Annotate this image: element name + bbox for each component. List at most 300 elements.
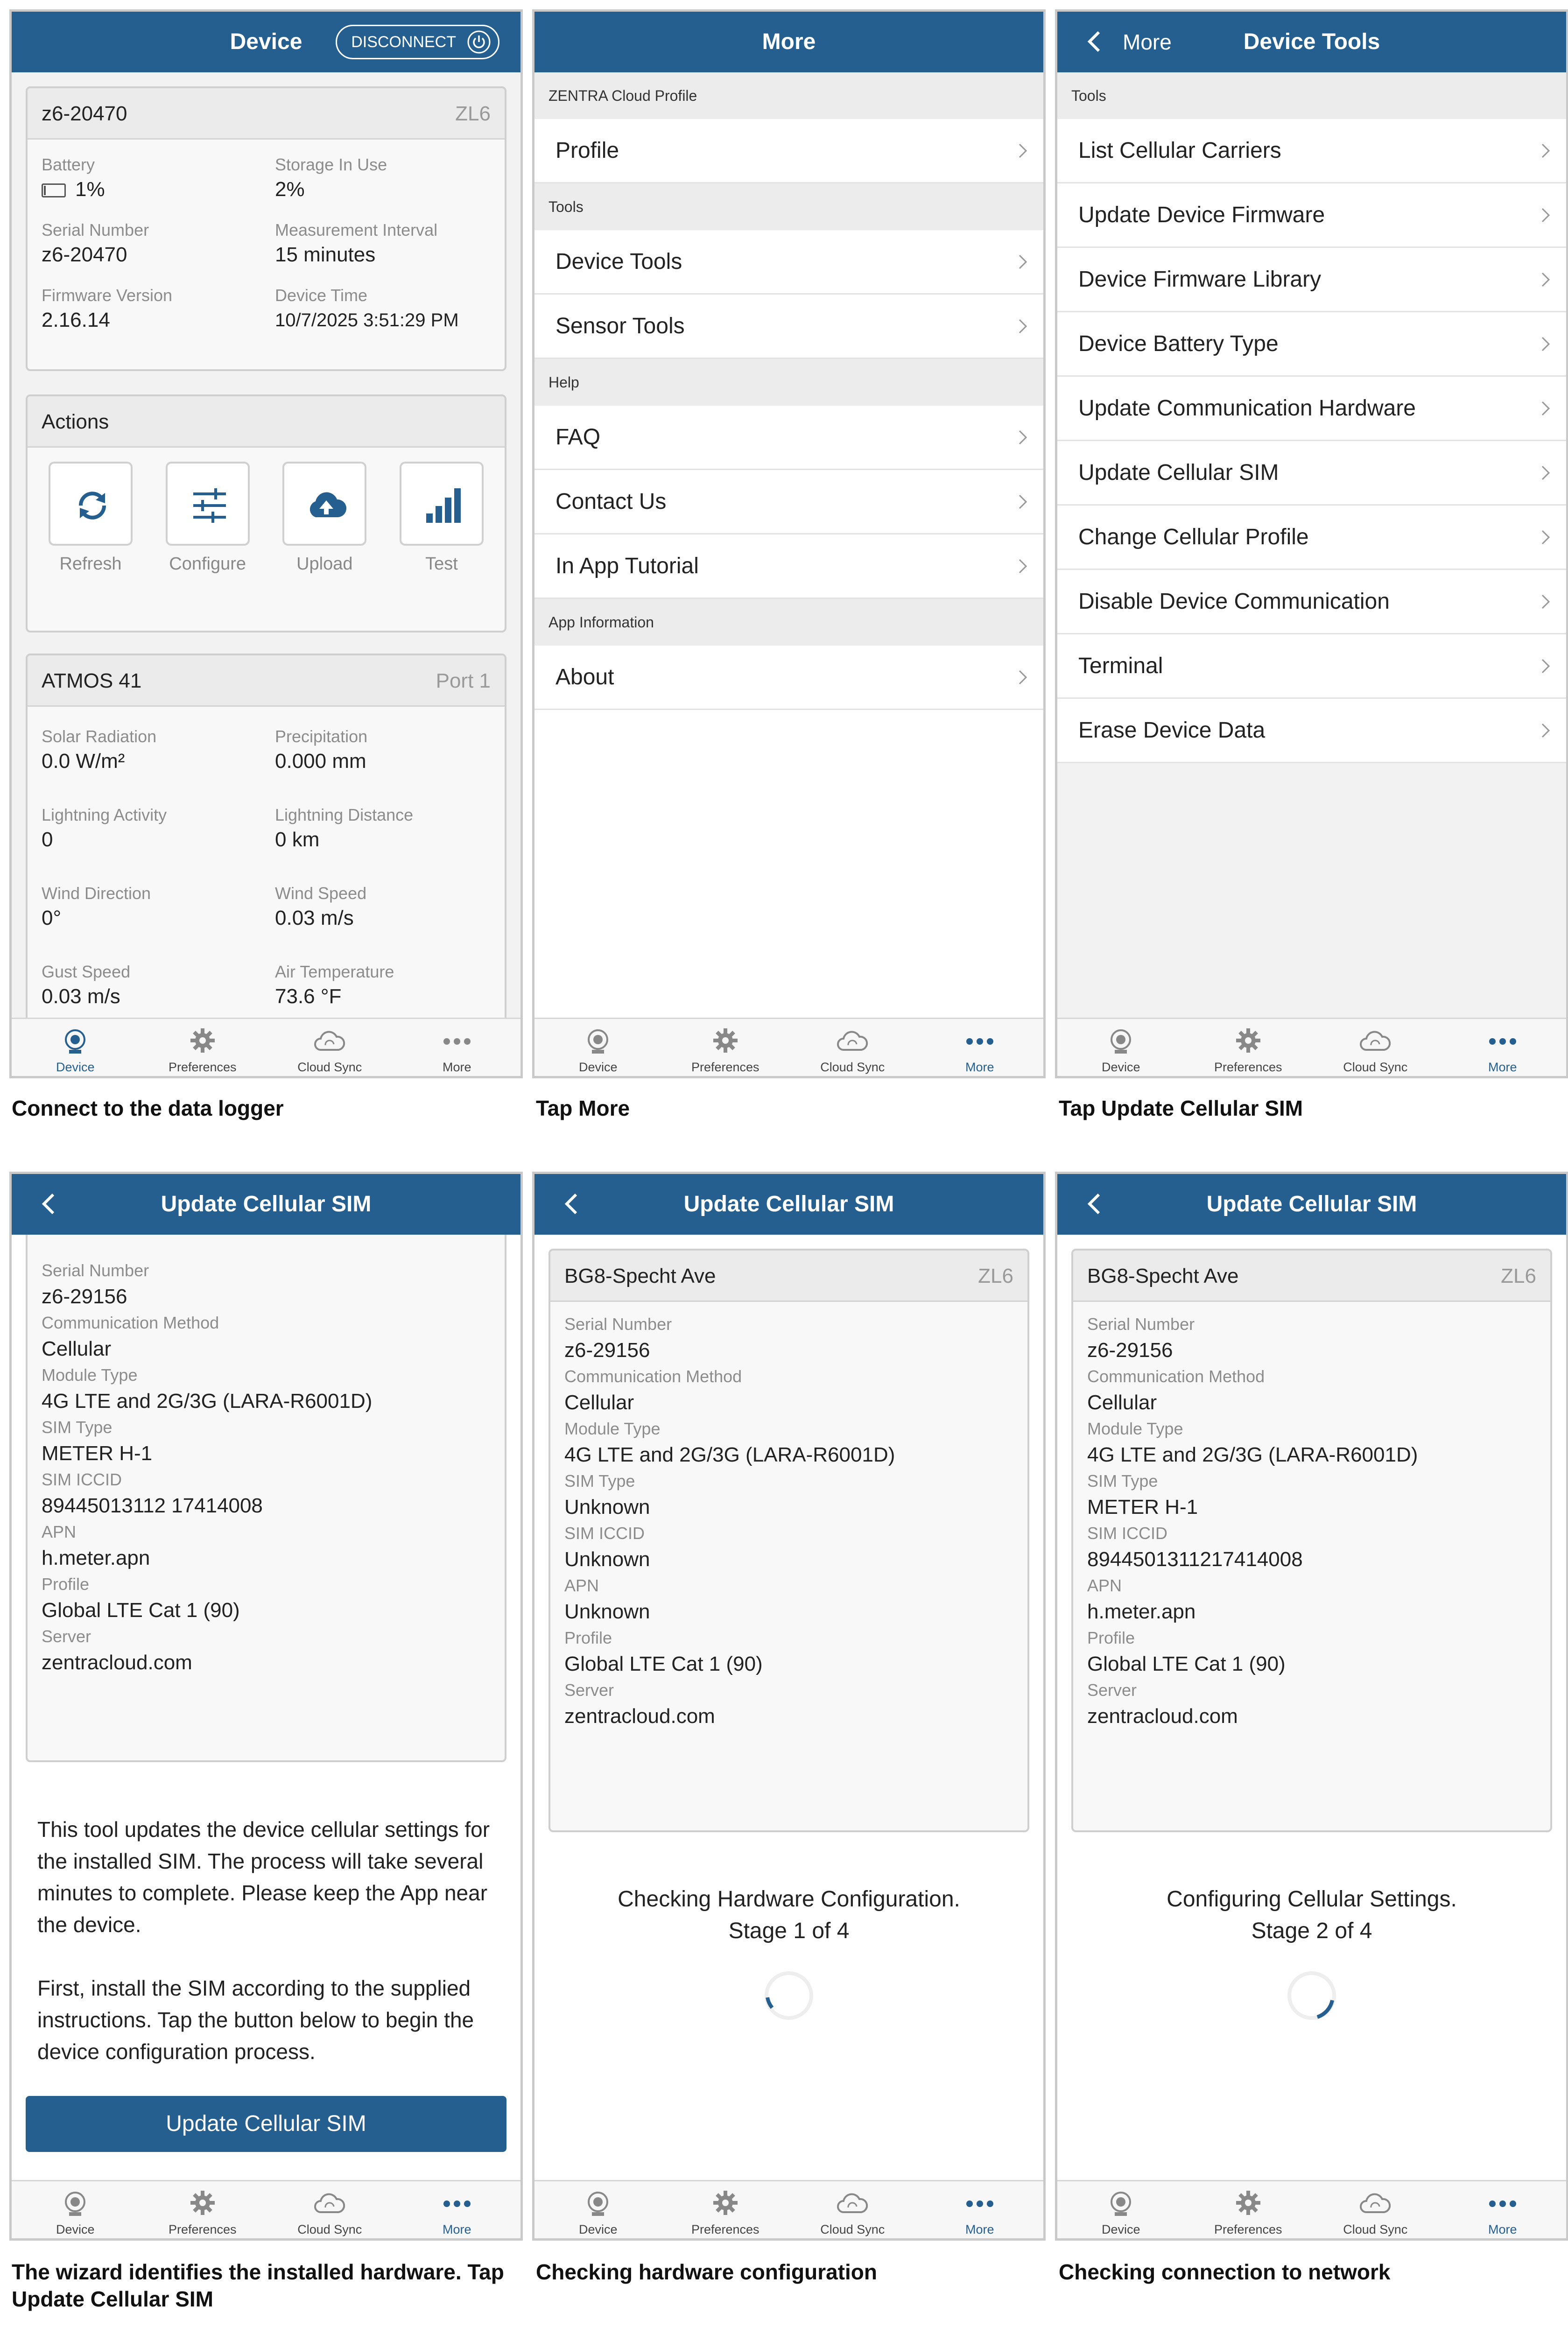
tab-label: Device (56, 1060, 95, 1074)
field-value: Global LTE Cat 1 (90) (42, 1599, 240, 1622)
screen-update-sim-intro (9, 1172, 523, 2241)
tab-cloud-sync[interactable] (789, 2181, 916, 2238)
menu-item-device-tools[interactable] (534, 230, 1043, 295)
more-dots-icon (1486, 2188, 1519, 2218)
field-value: Unknown (564, 1496, 650, 1519)
tab-cloud-sync[interactable] (1312, 2181, 1439, 2238)
more-list (534, 72, 1043, 1018)
device-icon (1104, 2188, 1137, 2218)
caption-5: Checking hardware configuration (536, 2260, 877, 2284)
status-text: Configuring Cellular Settings. (1167, 1887, 1457, 1912)
screen-stage-2 (1055, 1172, 1568, 2241)
menu-item-label: Sensor Tools (555, 314, 685, 338)
menu-item-tool[interactable] (1057, 699, 1566, 763)
tools-list (1057, 72, 1566, 1018)
device-icon (1104, 1026, 1137, 1055)
more-dots-icon (963, 2188, 996, 2218)
field-value: 0.03 m/s (42, 985, 120, 1008)
tab-label: Device (578, 1060, 618, 1074)
sliders-icon (189, 485, 231, 527)
chevron-right-icon (1015, 318, 1032, 335)
more-dots-icon (963, 1026, 996, 1055)
header (12, 1174, 520, 1235)
field-value: Cellular (42, 1337, 112, 1360)
sensor-field (42, 962, 261, 1011)
device-icon (582, 2188, 614, 2218)
field-label: Battery (42, 155, 95, 174)
tab-more[interactable] (1439, 2181, 1567, 2238)
sensor-field (275, 962, 494, 1011)
field-label: SIM ICCID (42, 1470, 122, 1489)
disconnect-label: DISCONNECT (351, 33, 456, 51)
chevron-right-icon (1015, 429, 1032, 446)
field-value: 8944501311217414008 (1087, 1548, 1303, 1571)
field-value: METER H-1 (1087, 1496, 1198, 1519)
screen-stage-1 (532, 1172, 1046, 2241)
chevron-right-icon (1538, 142, 1554, 159)
field-label: Gust Speed (42, 962, 131, 981)
sensor-field (42, 805, 261, 854)
menu-item-label: In App Tutorial (555, 554, 699, 578)
status-text: Checking Hardware Configuration. (618, 1887, 960, 1912)
menu-item-label: Terminal (1078, 654, 1163, 678)
section-header: Help (534, 359, 1043, 406)
field-label: Serial Number (42, 220, 149, 239)
tab-label: Cloud Sync (297, 2222, 362, 2236)
header (534, 1174, 1043, 1235)
field-label: SIM Type (1087, 1471, 1158, 1490)
field-label: Lightning Activity (42, 805, 167, 824)
header-title: Update Cellular SIM (683, 1192, 894, 1216)
device-card-header (1073, 1251, 1550, 1302)
tab-preferences[interactable] (1185, 2181, 1312, 2238)
field-label: Serial Number (564, 1315, 672, 1334)
device-card (26, 1235, 506, 1762)
field-value: h.meter.apn (42, 1547, 150, 1569)
screen-device-tools (1055, 9, 1568, 1078)
upload-label: Upload (296, 554, 353, 574)
field-label: Server (42, 1627, 91, 1646)
device-card-header (550, 1251, 1027, 1302)
more-dots-icon (441, 2188, 473, 2218)
actions-header (28, 396, 505, 448)
field-label: Server (1087, 1680, 1137, 1700)
back-label[interactable]: More (1123, 30, 1172, 54)
chevron-right-icon (1538, 722, 1554, 739)
gear-icon (186, 2188, 219, 2218)
field-label: Module Type (1087, 1419, 1183, 1438)
tools-rows (1057, 119, 1566, 763)
refresh-icon (71, 485, 113, 527)
tab-device[interactable] (534, 1019, 662, 1076)
field-value: 0 km (275, 828, 320, 851)
field-label: Module Type (564, 1419, 661, 1438)
tab-label: Cloud Sync (1343, 2222, 1408, 2236)
tab-label: Device (578, 2222, 618, 2236)
update-sim-button[interactable]: Update Cellular SIM (26, 2096, 506, 2152)
instructions-message: First, install the SIM according to the supplied instructions. Tap the button below to begin the device configuration process. (37, 1976, 474, 2064)
field-label: Profile (1087, 1628, 1135, 1647)
field-label: Measurement Interval (275, 220, 438, 239)
tab-more[interactable] (1439, 1019, 1567, 1076)
tab-more[interactable] (916, 1019, 1044, 1076)
battery-icon (42, 183, 66, 197)
field-label: Profile (564, 1628, 612, 1647)
upload-button[interactable] (282, 462, 366, 574)
device-name: BG8-Specht Ave (1087, 1265, 1239, 1287)
header (12, 12, 520, 72)
loading-spinner-icon (1284, 1968, 1340, 2024)
chevron-right-icon (1538, 207, 1554, 224)
cloud-upload-icon (305, 485, 347, 527)
tab-label: More (1488, 2222, 1517, 2236)
header-title: Update Cellular SIM (161, 1192, 372, 1216)
field-label: Device Time (275, 286, 368, 305)
tab-label: Device (56, 2222, 95, 2236)
menu-item-tutorial[interactable] (534, 534, 1043, 599)
actions-card (26, 394, 506, 633)
actions-row (28, 448, 505, 574)
tab-label: Preferences (168, 1060, 237, 1074)
stage-text: Stage 2 of 4 (1251, 1919, 1372, 1943)
caption-1: Connect to the data logger (12, 1096, 284, 1120)
menu-item-label: Disable Device Communication (1078, 589, 1390, 614)
chevron-right-icon (1538, 464, 1554, 481)
refresh-label: Refresh (59, 554, 122, 574)
field-label: Lightning Distance (275, 805, 414, 824)
gear-icon (1232, 1026, 1265, 1055)
field-label: Storage In Use (275, 155, 387, 174)
field-value: 10/7/2025 3:51:29 PM (275, 310, 459, 330)
field-value: 0.000 mm (275, 750, 366, 773)
tab-label: More (965, 2222, 994, 2236)
menu-item-label: Device Battery Type (1078, 331, 1279, 356)
field-label: SIM ICCID (1087, 1524, 1168, 1543)
field-label: APN (42, 1522, 77, 1541)
cloud-sync-icon (1359, 2188, 1392, 2218)
menu-item-tool[interactable] (1057, 119, 1566, 183)
tab-bar (534, 1018, 1043, 1076)
tab-cloud-sync[interactable] (266, 1019, 394, 1076)
device-model: ZL6 (978, 1265, 1013, 1287)
sensor-field (42, 726, 261, 776)
gear-icon (709, 1026, 742, 1055)
configure-button[interactable] (166, 462, 250, 574)
field-value: Global LTE Cat 1 (90) (564, 1652, 763, 1675)
field-value: z6-29156 (564, 1339, 650, 1362)
device-card (26, 86, 506, 371)
menu-item-label: Device Firmware Library (1078, 267, 1322, 292)
tab-bar (534, 2180, 1043, 2238)
tab-more[interactable] (394, 1019, 521, 1076)
field-serial (42, 220, 261, 269)
menu-item-label: Update Device Firmware (1078, 203, 1325, 227)
field-label: Communication Method (42, 1313, 219, 1332)
test-button[interactable] (400, 462, 484, 574)
chevron-right-icon (1538, 529, 1554, 546)
header-title: Update Cellular SIM (1206, 1192, 1417, 1216)
field-value: Cellular (564, 1391, 634, 1414)
field-value: h.meter.apn (1087, 1600, 1196, 1623)
sensor-field (275, 805, 494, 854)
device-icon (59, 1026, 91, 1055)
field-storage (275, 155, 494, 204)
battery-value: 1% (75, 178, 105, 201)
menu-item-label: Update Cellular SIM (1078, 460, 1279, 485)
chevron-right-icon (1538, 400, 1554, 417)
field-value: 2% (275, 178, 305, 201)
tab-device[interactable] (1057, 2181, 1185, 2238)
field-value: 0.03 m/s (275, 907, 354, 929)
menu-item-label: Update Communication Hardware (1078, 396, 1416, 421)
menu-item-profile[interactable] (534, 119, 1043, 183)
cloud-sync-icon (836, 1026, 869, 1055)
tab-label: Cloud Sync (1343, 1060, 1408, 1074)
tab-label: More (442, 1060, 471, 1074)
field-label: Module Type (42, 1365, 138, 1385)
section-header: App Information (534, 599, 1043, 646)
field-value: 4G LTE and 2G/3G (LARA-R6001D) (42, 1390, 373, 1413)
chevron-right-icon (1015, 253, 1032, 270)
tab-label: Cloud Sync (297, 1060, 362, 1074)
disconnect-button[interactable] (336, 25, 499, 59)
device-fields (28, 1235, 505, 1678)
menu-item-label: Contact Us (555, 489, 667, 514)
chevron-right-icon (1015, 142, 1032, 159)
field-label: Serial Number (42, 1261, 149, 1280)
field-label: Communication Method (1087, 1367, 1265, 1386)
field-label: Solar Radiation (42, 727, 157, 746)
menu-item-label: Device Tools (555, 249, 682, 274)
menu-item-tool[interactable] (1057, 377, 1566, 441)
menu-item-tool[interactable] (1057, 248, 1566, 312)
field-value (42, 175, 261, 204)
device-body (12, 72, 520, 1018)
menu-item-tool[interactable] (1057, 183, 1566, 248)
field-label: SIM Type (42, 1418, 113, 1437)
tab-device[interactable] (12, 1019, 139, 1076)
field-value: METER H-1 (42, 1442, 153, 1465)
cloud-sync-icon (836, 2188, 869, 2218)
header-title: Device Tools (1243, 29, 1380, 54)
menu-item-label: FAQ (555, 425, 601, 450)
test-label: Test (425, 554, 458, 574)
tab-preferences[interactable] (662, 2181, 789, 2238)
field-value: 15 minutes (275, 243, 376, 266)
caption-3: Tap Update Cellular SIM (1059, 1096, 1303, 1120)
device-icon (582, 1026, 614, 1055)
tab-label: Preferences (691, 1060, 759, 1074)
tab-label: Cloud Sync (820, 2222, 885, 2236)
menu-item-tool[interactable] (1057, 441, 1566, 506)
section-header: Tools (534, 183, 1043, 230)
tab-bar (12, 2180, 520, 2238)
tab-label: Preferences (1214, 2222, 1282, 2236)
section-header: Tools (1057, 72, 1566, 119)
section-header: ZENTRA Cloud Profile (534, 72, 1043, 119)
device-card-header (28, 88, 505, 140)
field-device-time (275, 285, 494, 335)
menu-item-about[interactable] (534, 646, 1043, 710)
field-value: 0° (42, 907, 62, 929)
header (534, 12, 1043, 72)
gear-icon (709, 2188, 742, 2218)
wizard-body (12, 1235, 520, 2180)
tab-bar (1057, 1018, 1566, 1076)
tab-label: Preferences (168, 2222, 237, 2236)
sensor-card (26, 654, 506, 1018)
tab-more[interactable] (394, 2181, 521, 2238)
field-value: 0 (42, 828, 53, 851)
sensor-field (275, 726, 494, 776)
field-value: 73.6 °F (275, 985, 342, 1008)
field-label: Precipitation (275, 727, 368, 746)
gear-icon (1232, 2188, 1265, 2218)
device-card (1071, 1249, 1552, 1832)
tab-preferences[interactable] (139, 2181, 267, 2238)
info-message: This tool updates the device cellular settings for the installed SIM. The process will take several minutes to complete. Please keep the App near the device. (37, 1817, 490, 1937)
tab-label: Preferences (1214, 1060, 1282, 1074)
header-title: More (762, 29, 816, 54)
field-label: Air Temperature (275, 962, 394, 981)
device-name: BG8-Specht Ave (564, 1265, 716, 1287)
menu-item-label: Change Cellular Profile (1078, 525, 1309, 549)
menu-item-contact-us[interactable] (534, 470, 1043, 534)
power-icon (467, 30, 491, 54)
caption-2: Tap More (536, 1096, 630, 1120)
chevron-right-icon (1538, 658, 1554, 675)
tab-preferences[interactable] (139, 1019, 267, 1076)
tab-label: More (965, 1060, 994, 1074)
menu-item-faq[interactable] (534, 406, 1043, 470)
field-battery (42, 155, 261, 204)
chevron-right-icon (1538, 593, 1554, 610)
menu-item-label: Erase Device Data (1078, 718, 1266, 743)
wizard-body (534, 1235, 1043, 2180)
field-value: z6-29156 (1087, 1339, 1173, 1362)
menu-item-label: List Cellular Carriers (1078, 138, 1281, 163)
tab-label: More (442, 2222, 471, 2236)
chevron-right-icon (1015, 493, 1032, 510)
header (1057, 1174, 1566, 1235)
tab-label: Preferences (691, 2222, 759, 2236)
field-value: 2.16.14 (42, 309, 110, 331)
chevron-right-icon (1015, 558, 1032, 575)
tab-label: Device (1101, 1060, 1140, 1074)
field-value: Global LTE Cat 1 (90) (1087, 1652, 1286, 1675)
field-value: Unknown (564, 1600, 650, 1623)
device-model: ZL6 (1501, 1265, 1536, 1287)
menu-item-tool[interactable] (1057, 570, 1566, 634)
tab-device[interactable] (12, 2181, 139, 2238)
field-value: 4G LTE and 2G/3G (LARA-R6001D) (1087, 1443, 1418, 1466)
field-label: Communication Method (564, 1367, 742, 1386)
field-label: Server (564, 1680, 614, 1700)
tab-bar (12, 1018, 520, 1076)
device-name: z6-20470 (42, 102, 127, 125)
field-label: Serial Number (1087, 1315, 1195, 1334)
device-fields (550, 1302, 1027, 1732)
caption-6: Checking connection to network (1059, 2260, 1391, 2284)
field-label: SIM ICCID (564, 1524, 645, 1543)
field-firmware (42, 285, 261, 335)
field-interval (275, 220, 494, 269)
sensor-port: Port 1 (436, 669, 491, 692)
tab-preferences[interactable] (1185, 1019, 1312, 1076)
wizard-body (1057, 1235, 1566, 2180)
caption-4: The wizard identifies the installed hardware. Tap Update Cellular SIM (12, 2260, 504, 2311)
field-label: Wind Direction (42, 884, 151, 903)
configure-label: Configure (169, 554, 246, 574)
field-label: APN (564, 1576, 599, 1595)
field-value: 89445013112 17414008 (42, 1494, 263, 1517)
device-icon (59, 2188, 91, 2218)
tab-label: Cloud Sync (820, 1060, 885, 1074)
field-value: zentracloud.com (42, 1651, 192, 1674)
tab-cloud-sync[interactable] (1312, 1019, 1439, 1076)
sensor-name: ATMOS 41 (42, 669, 142, 692)
menu-item-tool[interactable] (1057, 312, 1566, 377)
signal-bars-icon (422, 485, 464, 527)
menu-item-sensor-tools[interactable] (534, 295, 1043, 359)
loading-spinner-icon (761, 1968, 817, 2024)
field-value: Cellular (1087, 1391, 1157, 1414)
sensor-header (28, 655, 505, 707)
tab-device[interactable] (534, 2181, 662, 2238)
chevron-right-icon (1538, 271, 1554, 288)
menu-item-tool[interactable] (1057, 506, 1566, 570)
tab-more[interactable] (916, 2181, 1044, 2238)
more-dots-icon (1486, 1026, 1519, 1055)
field-value: 0.0 W/m² (42, 750, 125, 773)
sensor-field (42, 883, 261, 933)
gear-icon (186, 1026, 219, 1055)
stage-text: Stage 1 of 4 (728, 1919, 850, 1943)
refresh-button[interactable] (49, 462, 133, 574)
field-label: APN (1087, 1576, 1122, 1595)
menu-item-label: About (555, 665, 614, 689)
tab-label: Device (1101, 2222, 1140, 2236)
sensor-field (275, 883, 494, 933)
field-value: 4G LTE and 2G/3G (LARA-R6001D) (564, 1443, 895, 1466)
field-value: Unknown (564, 1548, 650, 1571)
field-label: Firmware Version (42, 286, 173, 305)
device-fields (1073, 1302, 1550, 1732)
chevron-right-icon (1015, 669, 1032, 686)
header-title: Device (230, 29, 302, 54)
cloud-sync-icon (313, 2188, 346, 2218)
field-value: z6-29156 (42, 1285, 127, 1308)
menu-item-tool[interactable] (1057, 634, 1566, 699)
device-card (548, 1249, 1029, 1832)
actions-title: Actions (42, 410, 109, 433)
field-value: zentracloud.com (1087, 1705, 1238, 1728)
tab-cloud-sync[interactable] (266, 2181, 394, 2238)
chevron-right-icon (1538, 336, 1554, 352)
cloud-sync-icon (1359, 1026, 1392, 1055)
device-model: ZL6 (455, 102, 491, 125)
tab-device[interactable] (1057, 1019, 1185, 1076)
tab-cloud-sync[interactable] (789, 1019, 916, 1076)
screen-device (9, 9, 523, 1078)
field-label: Profile (42, 1575, 90, 1594)
tab-label: More (1488, 1060, 1517, 1074)
cloud-sync-icon (313, 1026, 346, 1055)
field-label: Wind Speed (275, 884, 367, 903)
field-value: zentracloud.com (564, 1705, 715, 1728)
header (1057, 12, 1566, 72)
tab-preferences[interactable] (662, 1019, 789, 1076)
